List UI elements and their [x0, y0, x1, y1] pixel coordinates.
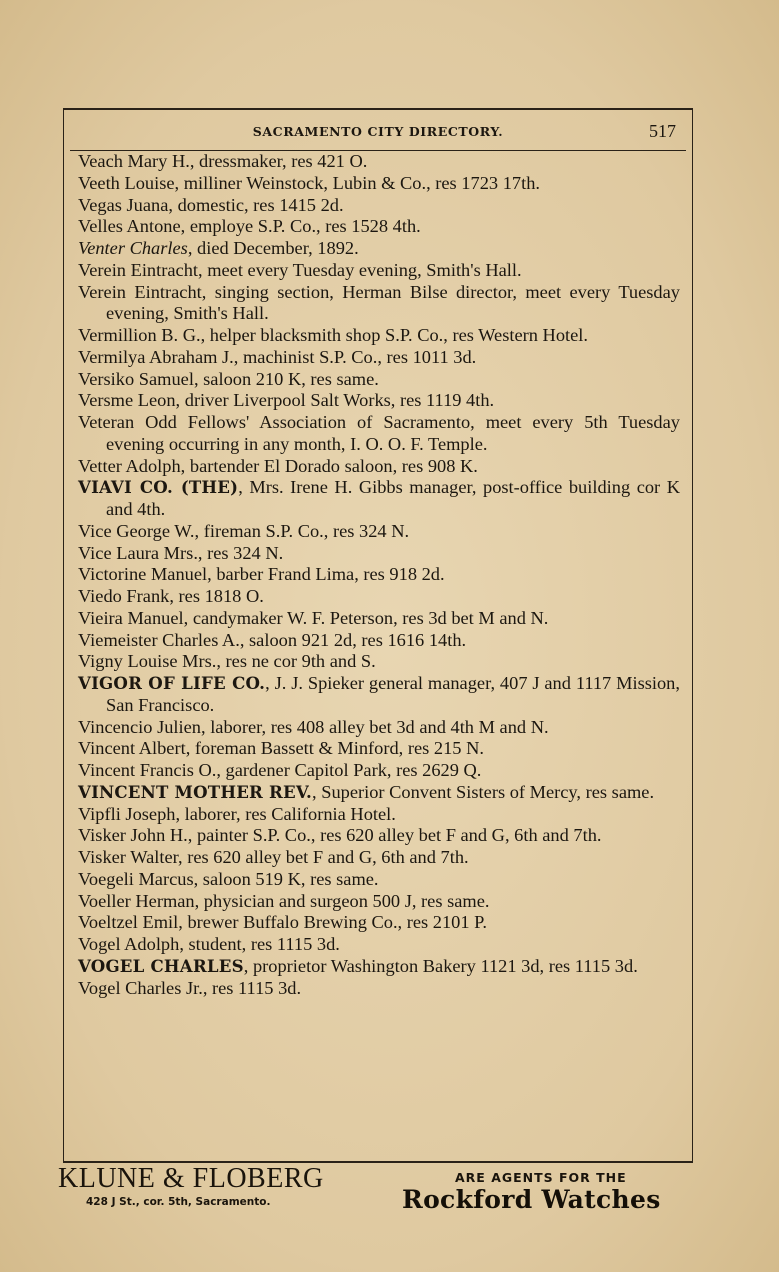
entry-details: , Mrs. Irene H. Gibbs manager, post-office building cor K and 4th.: [106, 477, 681, 519]
entry-name: Voegeli Marcus: [78, 868, 194, 889]
directory-entry: [78, 651, 680, 673]
entry-details: , foreman Bassett & Minford, res 215 N.: [185, 738, 484, 759]
entry-details: , gardener Capitol Park, res 2629 Q.: [216, 760, 482, 780]
directory-entry: [78, 608, 680, 630]
directory-entry: [78, 282, 680, 326]
directory-entry: [78, 891, 680, 913]
entry-details: , proprietor Washington Bakery 1121 3d, res 1115 3d.: [243, 955, 638, 976]
running-header: [70, 120, 686, 148]
entry-name: Vice George W.: [78, 520, 195, 541]
entry-details: , laborer, res California Hotel.: [175, 803, 396, 824]
entry-details: , milliner Weinstock, Lubin & Co., res 1723 17th.: [174, 172, 540, 193]
entry-details: , laborer, res 408 alley bet 3d and 4th M and N.: [201, 716, 549, 737]
directory-entry: [78, 847, 680, 869]
directory-entry: [78, 195, 680, 217]
entry-name: Voeltzel Emil: [78, 912, 179, 933]
entry-details: , meet every Tuesday evening, Smith's Hall.: [198, 259, 522, 280]
entry-name: Visker Walter: [78, 847, 179, 867]
directory-entry: [78, 912, 680, 934]
directory-entry: [78, 369, 680, 391]
directory-entry: [78, 456, 680, 478]
entry-name: Vincent Francis O.: [78, 760, 217, 780]
entry-details: , employe S.P. Co., res 1528 4th.: [180, 216, 421, 237]
directory-entry: [78, 216, 680, 238]
ad-brand: Rockford Watches: [402, 1185, 661, 1214]
entry-name: Vigny Louise Mrs.: [78, 651, 217, 672]
entry-name: Vetter Adolph: [78, 455, 181, 476]
directory-entry: [78, 738, 680, 760]
entry-name: Vincent Albert: [78, 738, 186, 759]
entry-details: , saloon 519 K, res same.: [193, 868, 379, 889]
entry-name: Visker John H.: [78, 825, 188, 846]
entry-details: , fireman S.P. Co., res 324 N.: [194, 520, 410, 541]
entry-details: , Superior Convent Sisters of Mercy, res same.: [312, 781, 655, 802]
entry-details: , res 324 N.: [197, 542, 284, 563]
directory-entry: [78, 325, 680, 347]
directory-entry: [78, 869, 680, 891]
directory-entry: [78, 760, 680, 782]
entry-name: Viedo Frank: [78, 586, 170, 606]
directory-entry: [78, 782, 680, 804]
entry-details: , driver Liverpool Salt Works, res 1119 4th.: [175, 390, 495, 411]
entry-name: Vermillion B. G.: [78, 325, 201, 345]
page-number: 517: [649, 121, 676, 141]
entry-name: VIGOR OF LIFE CO.: [78, 673, 266, 693]
directory-entry: [78, 934, 680, 956]
directory-entry: [78, 151, 680, 173]
entry-details: , brewer Buffalo Brewing Co., res 2101 P.: [178, 912, 487, 933]
entry-details: , res 1818 O.: [169, 586, 264, 606]
footer-advertisement: [58, 1163, 708, 1223]
entry-details: , saloon 210 K, res same.: [193, 368, 379, 389]
directory-entry: [78, 347, 680, 369]
entry-details: , painter S.P. Co., res 620 alley bet F and G, 6th and 7th.: [187, 825, 602, 846]
entry-details: , meet every 5th Tuesday evening occurring in any month, I. O. O. F. Temple.: [106, 412, 680, 454]
directory-entry: [78, 238, 680, 260]
entry-name: Vincencio Julien: [78, 716, 201, 737]
directory-entry: [78, 978, 680, 1000]
ad-address: 428 J St., cor. 5th, Sacramento.: [86, 1196, 271, 1208]
entry-details: , res 620 alley bet F and G, 6th and 7th.: [178, 847, 469, 867]
entry-name: Vegas Juana: [78, 194, 169, 215]
directory-entry: [78, 717, 680, 739]
entry-details: , candymaker W. F. Peterson, res 3d bet M and N.: [183, 607, 549, 628]
entry-details: , saloon 921 2d, res 1616 14th.: [239, 629, 467, 650]
directory-entry: [78, 956, 680, 978]
entry-name: Verein Eintracht: [78, 259, 198, 280]
entry-name: Vice Laura Mrs.: [78, 542, 198, 563]
entry-name: Vogel Adolph: [78, 934, 180, 954]
entry-details: , barber Frand Lima, res 918 2d.: [207, 564, 445, 585]
ad-tagline: ARE AGENTS FOR THE: [455, 1170, 627, 1185]
entry-details: , J. J. Spieker general manager, 407 J and 1117 Mission, San Francisco.: [106, 673, 680, 715]
entry-name: Venter Charles: [78, 238, 188, 258]
directory-entry: [78, 521, 680, 543]
entry-name: Victorine Manuel: [78, 564, 208, 585]
entry-details: , bartender El Dorado saloon, res 908 K.: [180, 455, 478, 476]
entry-name: Viemeister Charles A.: [78, 629, 240, 650]
directory-entry: [78, 564, 680, 586]
directory-entry: [78, 586, 680, 608]
entry-name: VIAVI CO. (THE): [78, 477, 239, 498]
entry-name: Versme Leon: [78, 390, 176, 411]
entry-name: Verein Eintracht: [78, 281, 202, 302]
directory-entry: [78, 477, 680, 521]
entry-name: Vieira Manuel: [78, 607, 184, 628]
entry-details: , dressmaker, res 421 O.: [189, 151, 368, 171]
entry-name: Versiko Samuel: [78, 368, 194, 389]
directory-entry: [78, 630, 680, 652]
entry-name: Voeller Herman: [78, 890, 195, 911]
entry-details: , domestic, res 1415 2d.: [168, 194, 344, 215]
directory-entry: [78, 412, 680, 456]
entry-details: , helper blacksmith shop S.P. Co., res Western Hotel.: [200, 325, 589, 345]
directory-entry: [78, 173, 680, 195]
entry-name: Vogel Charles Jr.: [78, 977, 203, 998]
directory-entry: [78, 673, 680, 717]
entry-name: Veach Mary H.: [78, 151, 190, 171]
entry-name: Veteran Odd Fellows' Association of Sacramento: [78, 412, 471, 432]
entry-details: , physician and surgeon 500 J, res same.: [194, 890, 490, 911]
entry-name: Vipfli Joseph: [78, 803, 176, 824]
directory-title: SACRAMENTO CITY DIRECTORY.: [252, 124, 504, 139]
directory-entry: [78, 390, 680, 412]
entry-details: , res 1115 3d.: [202, 977, 302, 998]
entry-name: VINCENT MOTHER REV.: [78, 781, 313, 802]
directory-entry: [78, 260, 680, 282]
entry-name: Velles Antone: [78, 216, 181, 237]
directory-entry: [78, 804, 680, 826]
entry-details: , machinist S.P. Co., res 1011 3d.: [233, 346, 477, 367]
directory-entry: [78, 543, 680, 565]
directory-entry: [78, 825, 680, 847]
entry-details: , died December, 1892.: [187, 238, 359, 258]
entry-name: Veeth Louise: [78, 172, 175, 193]
entry-details: , res ne cor 9th and S.: [216, 651, 376, 672]
entry-name: VOGEL CHARLES: [78, 955, 244, 976]
entry-details: , singing section, Herman Bilse director, meet every Tuesday evening, Smith's Hall.: [106, 281, 680, 324]
ad-company-name: KLUNE & FLOBERG: [58, 1163, 324, 1194]
entry-name: Vermilya Abraham J.: [78, 346, 234, 367]
entry-details: , student, res 1115 3d.: [179, 934, 340, 954]
directory-entries: [78, 151, 680, 999]
